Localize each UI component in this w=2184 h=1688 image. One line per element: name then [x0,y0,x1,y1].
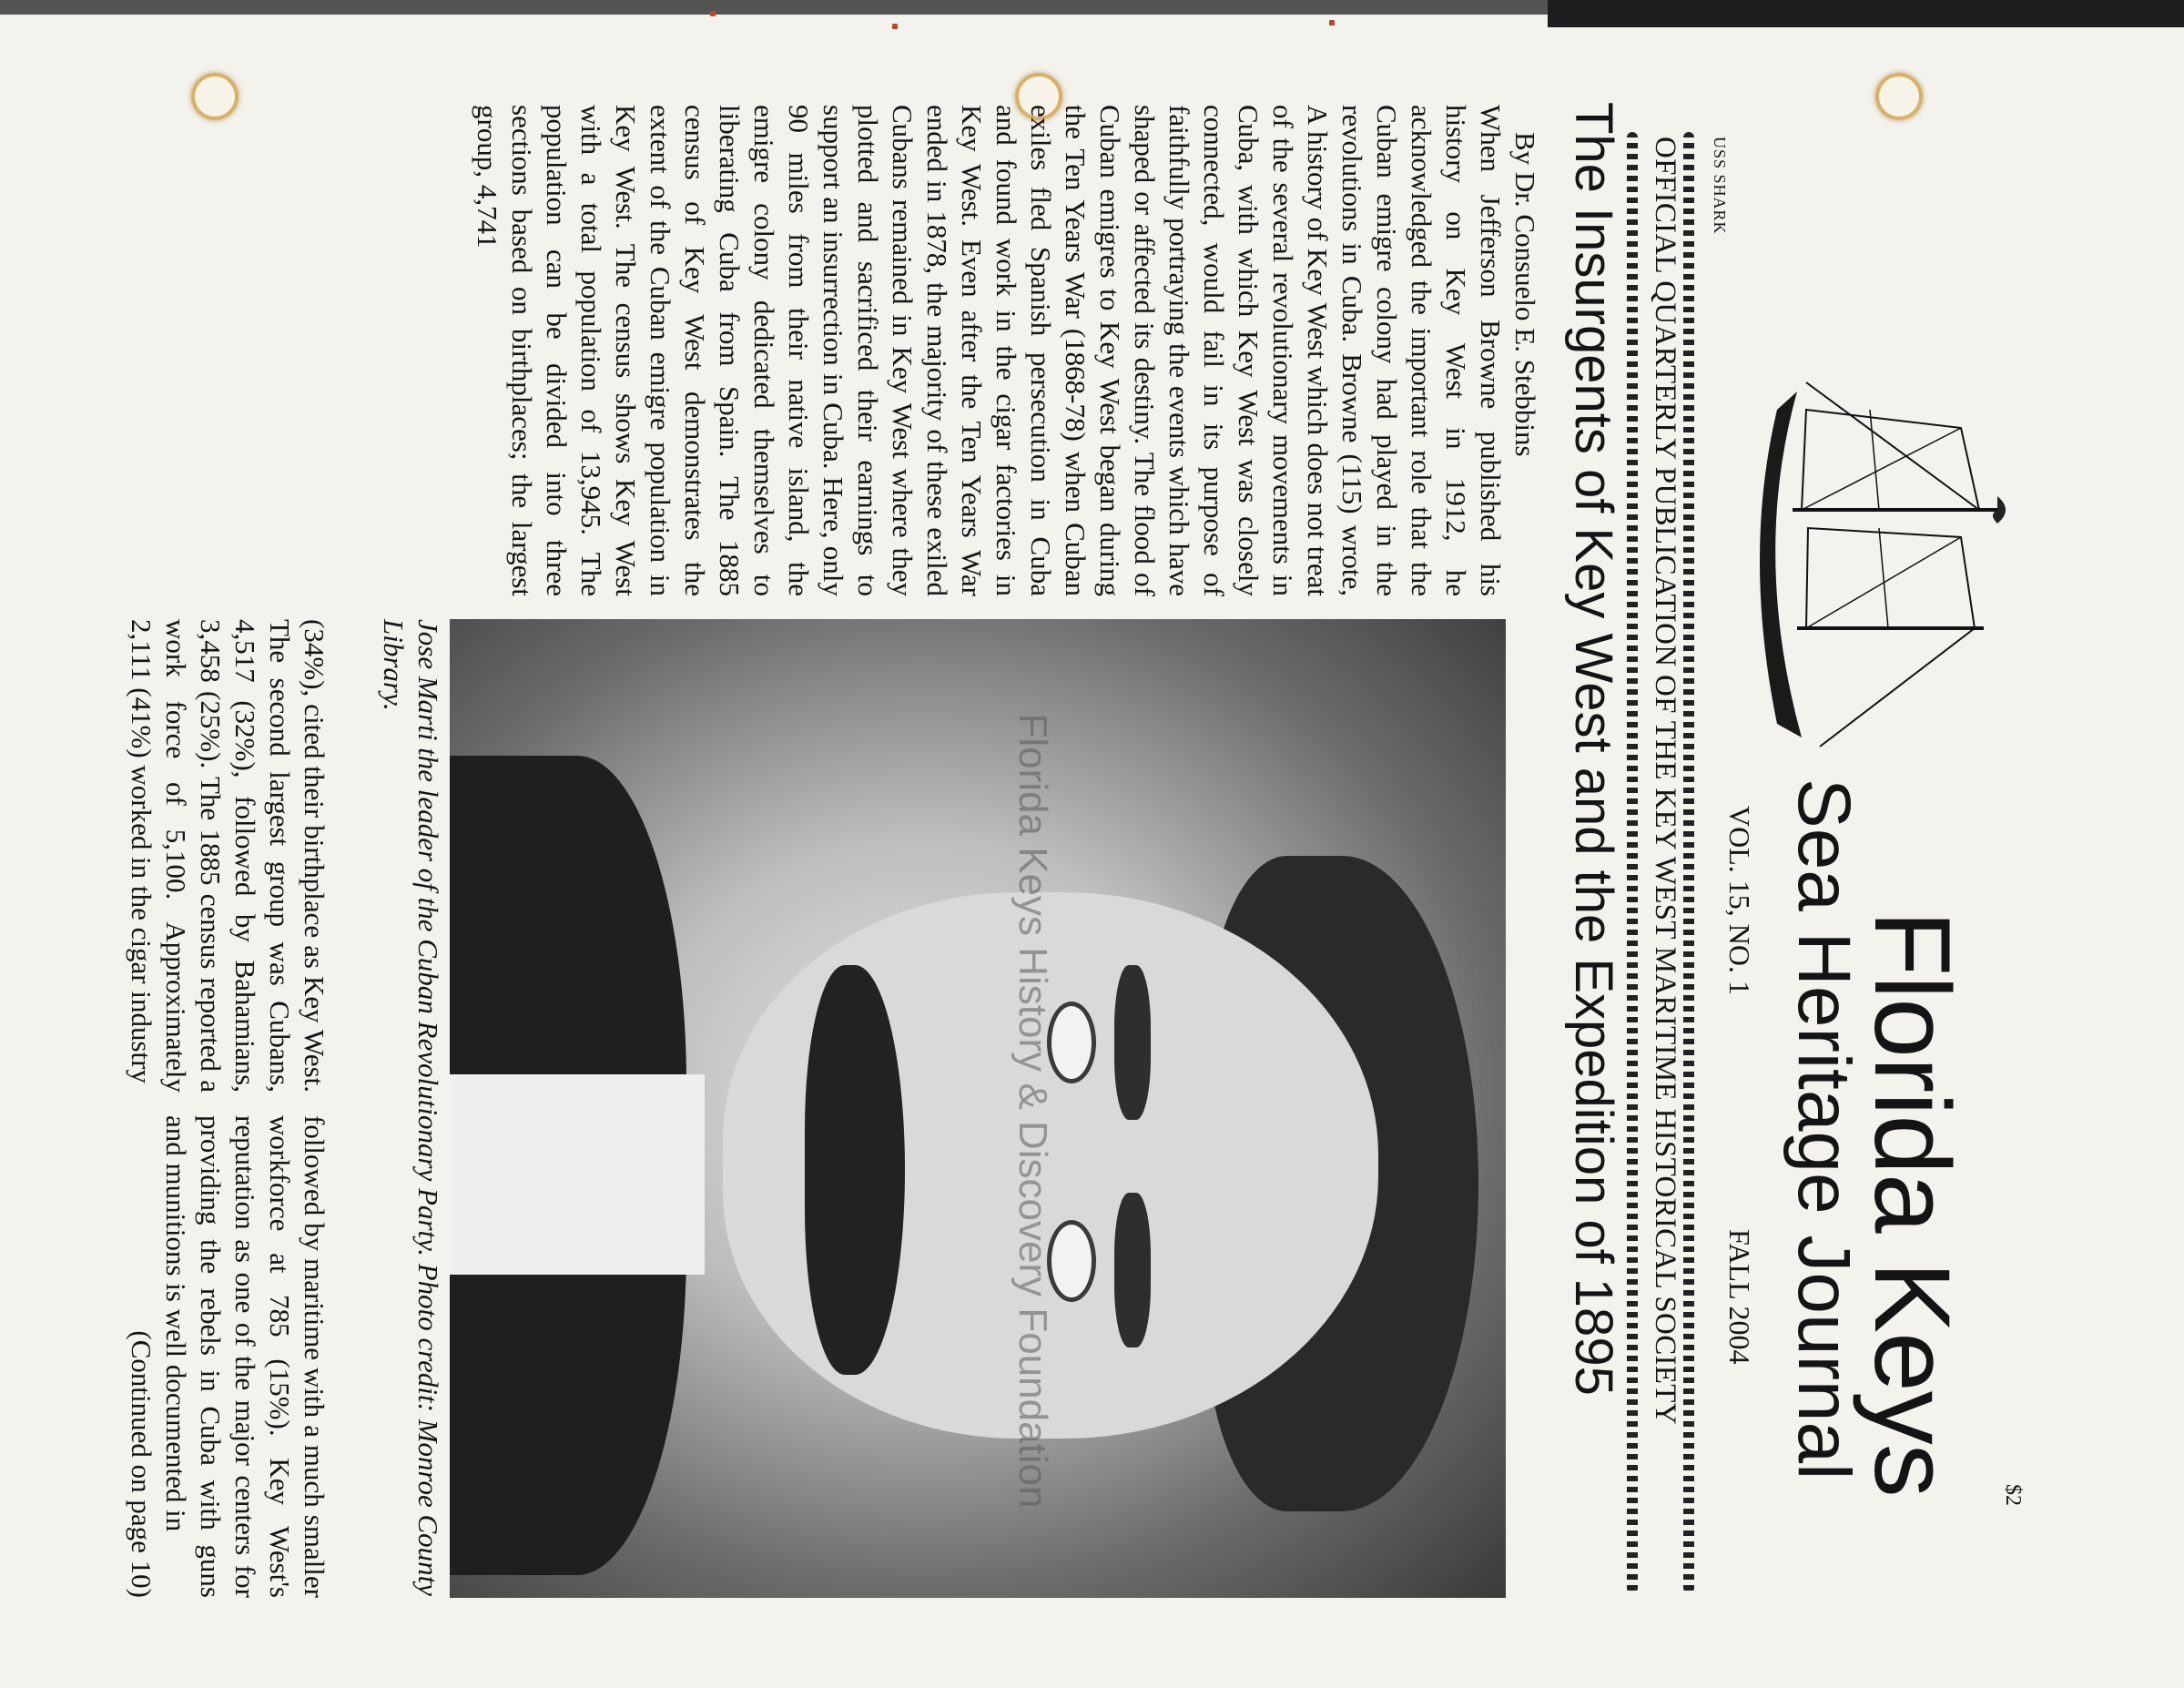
article-text: When Jefferson Browne published his history on Key West in 1912, he acknowledged the important role that the Cuban emigre colony had played in the revolutions in Cuba. Browne (115) wrote, A history of Key West which does not treat of the several revolutionary movements in Cuba, with which Key West was closely connected, would fail in its purpose of faithfully portraying the events which have shaped or affected its destiny. The flood of Cuban emigres to Key West began during the Ten Years War (1868-78) when Cuban exiles fled Spanish persecution in Cuba and found work in the cigar factories in Key West. Even after the Ten Years War ended in 1878, the majority of these exiled Cubans remained in Key West where they plotted and sacrificed their earnings to support an insurrection in Cuba. Here, only 90 miles from their native island, the emigre colony dedicated themselves to liberating Cuba from Spain. The 1885 census of Key West demonstrates the extent of the Cuban emigre population in Key West. The census shows Key West with a total population of 13,945. The population can be divided into three sections based on birthplaces; the largest group, 4,741 [472,105,1507,596]
byline: By Dr. Consuelo E. Stebbins [1509,132,1541,457]
masthead-title-line1: Florida Keys [1852,910,1972,1497]
continued-note: (Continued on page 10) [126,1330,157,1598]
article-text: followed by maritime with a much smaller workforce at 785 (15%). Key West's reputation as one of the major centers for providing the rebels in Cuba with guns and munitions is well documented in [160,1115,330,1598]
ship-illustration [1742,373,2016,756]
article-headline: The Insurgents of Key West and the Expedition of 1895 [1564,102,1623,1396]
portrait-photo [450,619,1506,1598]
rope-divider [1627,132,1638,1593]
article-column-1 [470,105,1542,596]
issue-season: FALL 2004 [1723,1229,1756,1365]
photo-shirt [450,1074,705,1275]
photo-brow [1114,1193,1151,1347]
price: $2 [2001,1484,2025,1506]
article-column-2 [124,619,331,1093]
masthead-title-line2: Sea Heritage Journal [1783,778,1865,1480]
photo-caption: Jose Marti the leader of the Cuban Revolutionary Party. Photo credit: Monroe County Library. [378,619,444,1597]
watermark: Florida Keys History & Discovery Foundation [1011,713,1055,1509]
official-line: OFFICIAL QUARTERLY PUBLICATION OF THE KEY WEST MARITIME HISTORICAL SOCIETY [1649,137,1681,1425]
ship-label: USS SHARK [1711,137,1729,235]
rope-divider [1683,132,1694,1593]
article-text: (34%), cited their birthplace as Key West. The second largest group was Cubans, 4,517 (32%), followed by Bahamians, 3,458 (25%). The 1885 census reported a work force of 5,100. Approximately 2,111 (41%) worked in the cigar industry [126,619,330,1093]
photo-moustache [805,965,905,1375]
article-column-3 [124,1115,331,1598]
volume-number: VOL. 15, NO. 1 [1723,806,1756,995]
photo-brow [1114,965,1151,1120]
